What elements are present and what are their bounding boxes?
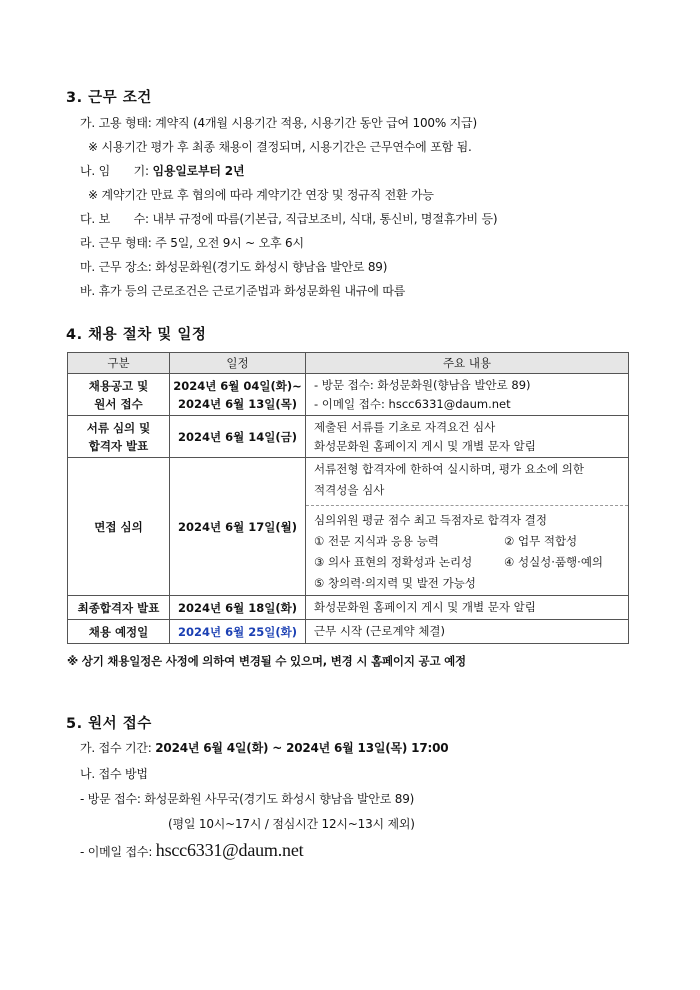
- work-hours-line: 라. 근무 형태: 주 5일, 오전 9시 ~ 오후 6시: [80, 236, 304, 250]
- criteria-line: [314, 531, 628, 552]
- row-category: [68, 374, 170, 416]
- row-date: 2024년 6월 14일(금): [170, 416, 306, 458]
- row-category: 면접 심의: [68, 458, 170, 596]
- criterion-1: ① 전문 지식과 응용 능력: [314, 534, 439, 548]
- date-line: 2024년 6월 04일(화)~: [173, 378, 302, 393]
- table-header-row: [68, 353, 629, 374]
- category-line: 원서 접수: [94, 396, 143, 411]
- leave-line: 바. 휴가 등의 근로조건은 근로기준법과 화성문화원 내규에 따름: [80, 284, 406, 298]
- header-content: 주요 내용: [306, 353, 629, 374]
- row-category: 채용 예정일: [68, 620, 170, 644]
- table-row: [68, 620, 629, 644]
- date-line: 2024년 6월 13일(목): [178, 396, 297, 411]
- term-label: 나. 임 기:: [80, 164, 153, 178]
- work-place-line: 마. 근무 장소: 화성문화원(경기도 화성시 향남읍 발안로 89): [80, 260, 388, 274]
- table-row: [68, 596, 629, 620]
- period-value: 2024년 6월 4일(화) ~ 2024년 6월 13일(목) 17:00: [155, 741, 449, 755]
- table-row: [68, 374, 629, 416]
- row-category: [68, 416, 170, 458]
- section-3-title: 3. 근무 조건: [66, 90, 152, 106]
- application-method: 나. 접수 방법: [80, 767, 148, 781]
- visit-hours: (평일 10시~17시 / 점심시간 12시~13시 제외): [168, 817, 415, 831]
- table-row: [68, 416, 629, 458]
- employment-type: 가. 고용 형태: 계약직 (4개월 시용기간 적용, 시용기간 동안 급여 100% 지급): [80, 116, 477, 130]
- schedule-footnote: ※ 상기 채용일정은 사정에 의하여 변경될 수 있으며, 변경 시 홈페이지 공고 예정: [67, 654, 466, 668]
- content-line: 적격성을 심사: [314, 483, 385, 497]
- criterion-2: ② 업무 적합성: [504, 534, 578, 548]
- row-date-highlighted: 2024년 6월 25일(화): [170, 620, 306, 644]
- email-label: - 이메일 접수:: [80, 845, 156, 859]
- row-content: 화성문화원 홈페이지 게시 및 개별 문자 알림: [306, 596, 629, 620]
- row-content: 근무 시작 (근로계약 체결): [306, 620, 629, 644]
- row-content: [306, 416, 629, 458]
- probation-note: ※ 시용기간 평가 후 최종 채용이 결정되며, 시용기간은 근무연수에 포함 됨.: [88, 140, 472, 154]
- section-5-title: 5. 원서 접수: [66, 716, 152, 732]
- row-content: [306, 374, 629, 416]
- category-line: 서류 심의 및: [86, 420, 151, 435]
- category-line: 합격자 발표: [88, 438, 149, 453]
- period-label: 가. 접수 기간:: [80, 741, 156, 755]
- row-date: 2024년 6월 18일(화): [170, 596, 306, 620]
- term-value: 임용일로부터 2년: [152, 164, 245, 178]
- criteria-line: [314, 552, 628, 573]
- application-period: [80, 739, 448, 756]
- email-application: [80, 840, 303, 861]
- content-line: 제출된 서류를 기초로 자격요건 심사: [314, 419, 496, 434]
- content-line: - 방문 접수: 화성문화원(향남읍 발안로 89): [314, 377, 531, 392]
- content-line: - 이메일 접수: hscc6331@daum.net: [314, 396, 511, 411]
- email-address: hscc6331@daum.net: [155, 840, 304, 860]
- content-line: 심의위원 평균 점수 최고 득점자로 합격자 결정: [314, 513, 548, 527]
- row-category: 최종합격자 발표: [68, 596, 170, 620]
- table-row: [68, 458, 629, 596]
- content-line: 화성문화원 홈페이지 게시 및 개별 문자 알림: [314, 438, 536, 453]
- criterion-5: ⑤ 창의력·의지력 및 발전 가능성: [314, 576, 476, 590]
- criterion-3: ③ 의사 표현의 정확성과 논리성: [314, 555, 473, 569]
- header-schedule: 일정: [170, 353, 306, 374]
- header-category: 구분: [68, 353, 170, 374]
- term-line: [80, 162, 244, 179]
- section-4-title: 4. 채용 절차 및 일정: [66, 327, 207, 343]
- row-content: [306, 458, 629, 596]
- category-line: 채용공고 및: [88, 378, 149, 393]
- visit-application: - 방문 접수: 화성문화원 사무국(경기도 화성시 향남읍 발안로 89): [80, 792, 415, 806]
- content-divider: [306, 505, 628, 594]
- row-date: 2024년 6월 17일(월): [170, 458, 306, 596]
- term-note: ※ 계약기간 만료 후 협의에 따라 계약기간 연장 및 정규직 전환 가능: [88, 188, 434, 202]
- criterion-4: ④ 성실성·품행·예의: [504, 555, 604, 569]
- row-date: [170, 374, 306, 416]
- content-line: 서류전형 합격자에 한하여 실시하며, 평가 요소에 의한: [314, 462, 584, 476]
- salary-line: 다. 보 수: 내부 규정에 따름(기본급, 직급보조비, 식대, 통신비, 명절휴가비 등): [80, 212, 498, 226]
- schedule-table: [67, 352, 629, 644]
